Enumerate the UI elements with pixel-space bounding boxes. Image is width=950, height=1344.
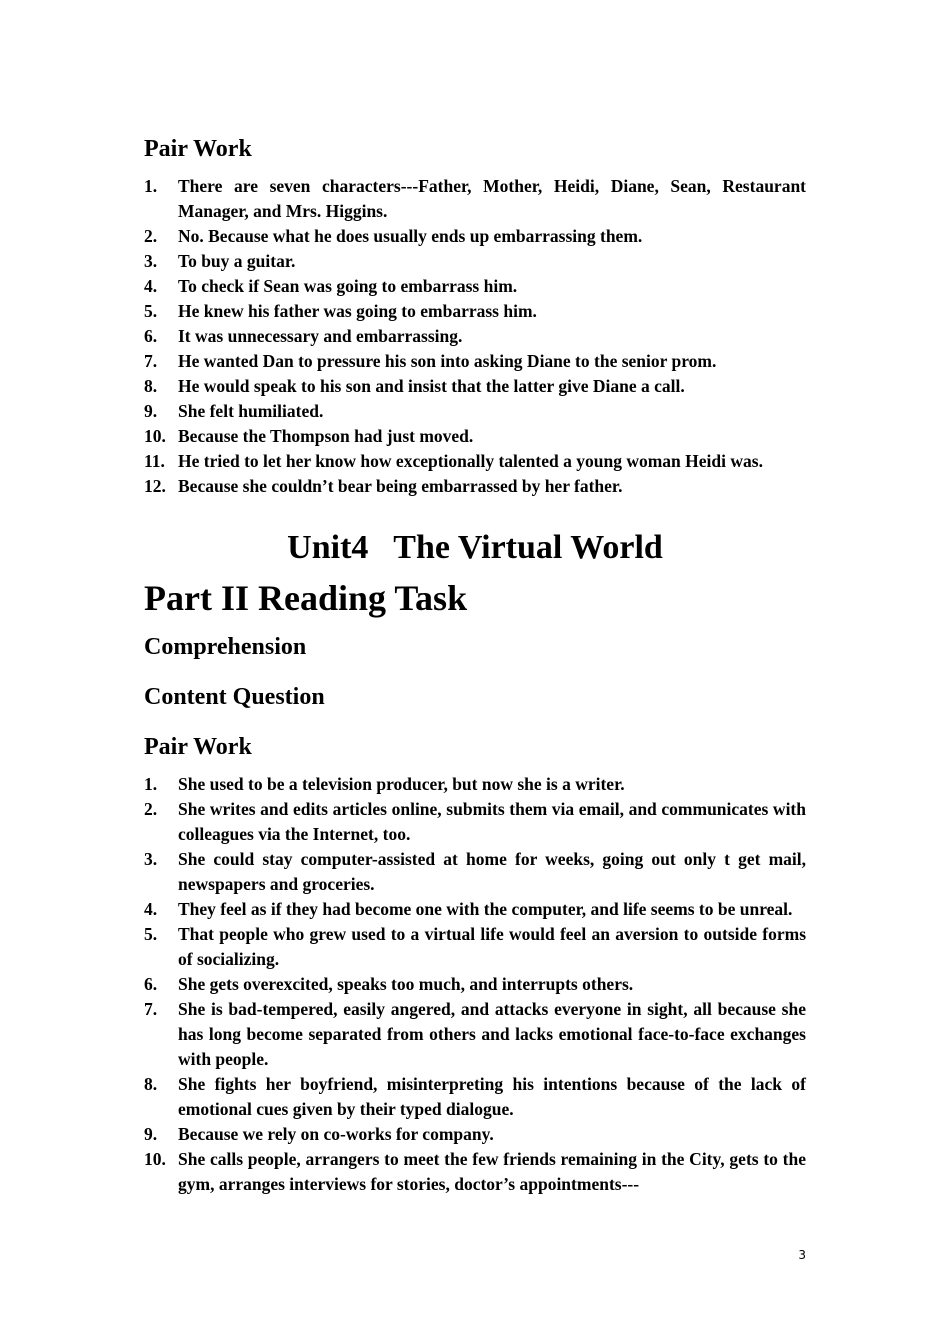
list-item: 10. She calls people, arrangers to meet the few friends remaining in the City, gets to the gym, arranges interviews for stories, doctor’s appointments--- <box>144 1149 806 1194</box>
pair-work-heading-2: Pair Work <box>144 734 252 760</box>
list-item: 2. No. Because what he does usually ends up embarrassing them. <box>144 226 643 246</box>
content-question-heading: Content Question <box>144 684 325 710</box>
list-item: 6. She gets overexcited, speaks too much, and interrupts others. <box>144 974 634 994</box>
list-item: 11. He tried to let her know how exceptionally talented a young woman Heidi was. <box>144 451 763 471</box>
list-item: 6. It was unnecessary and embarrassing. <box>144 326 463 346</box>
list-item: 8. She fights her boyfriend, misinterpreting his intentions because of the lack of emotional cues given by their typed dialogue. <box>144 1074 806 1119</box>
pair-work-heading-1: Pair Work <box>144 136 252 162</box>
list-item: 7. She is bad-tempered, easily angered, and attacks everyone in sight, all because she has long become separated from others and lacks emotional face-to-face exchanges with people. <box>144 999 806 1069</box>
list-item: 1. She used to be a television producer, but now she is a writer. <box>144 774 625 794</box>
list-item: 1. There are seven characters---Father, Mother, Heidi, Diane, Sean, Restaurant Manager, and Mrs. Higgins. <box>144 176 806 221</box>
comprehension-heading: Comprehension <box>144 634 307 660</box>
page-number: 3 <box>798 1248 806 1262</box>
answer-list-2 <box>144 772 806 1197</box>
list-item: 2. She writes and edits articles online, submits them via email, and communicates with colleagues via the Internet, too. <box>144 799 806 844</box>
part-title: Part II Reading Task <box>144 578 468 618</box>
list-item: 10. Because the Thompson had just moved. <box>144 426 474 446</box>
answer-list-1 <box>144 174 806 499</box>
list-item: 3. She could stay computer-assisted at home for weeks, going out only t get mail, newspapers and groceries. <box>144 849 806 894</box>
list-item: 5. He knew his father was going to embarrass him. <box>144 301 537 321</box>
list-item: 8. He would speak to his son and insist that the latter give Diane a call. <box>144 376 685 396</box>
list-item: 12. Because she couldn’t bear being embarrassed by her father. <box>144 476 623 496</box>
list-item: 9. Because we rely on co-works for company. <box>144 1124 494 1144</box>
list-item: 4. They feel as if they had become one with the computer, and life seems to be unreal. <box>144 899 793 919</box>
unit-title: Unit4 The Virtual World <box>287 529 663 566</box>
list-item: 4. To check if Sean was going to embarrass him. <box>144 276 518 296</box>
list-item: 3. To buy a guitar. <box>144 251 296 271</box>
list-item: 7. He wanted Dan to pressure his son into asking Diane to the senior prom. <box>144 351 717 371</box>
list-item: 5. That people who grew used to a virtual life would feel an aversion to outside forms of socializing. <box>144 924 806 969</box>
list-item: 9. She felt humiliated. <box>144 401 324 421</box>
